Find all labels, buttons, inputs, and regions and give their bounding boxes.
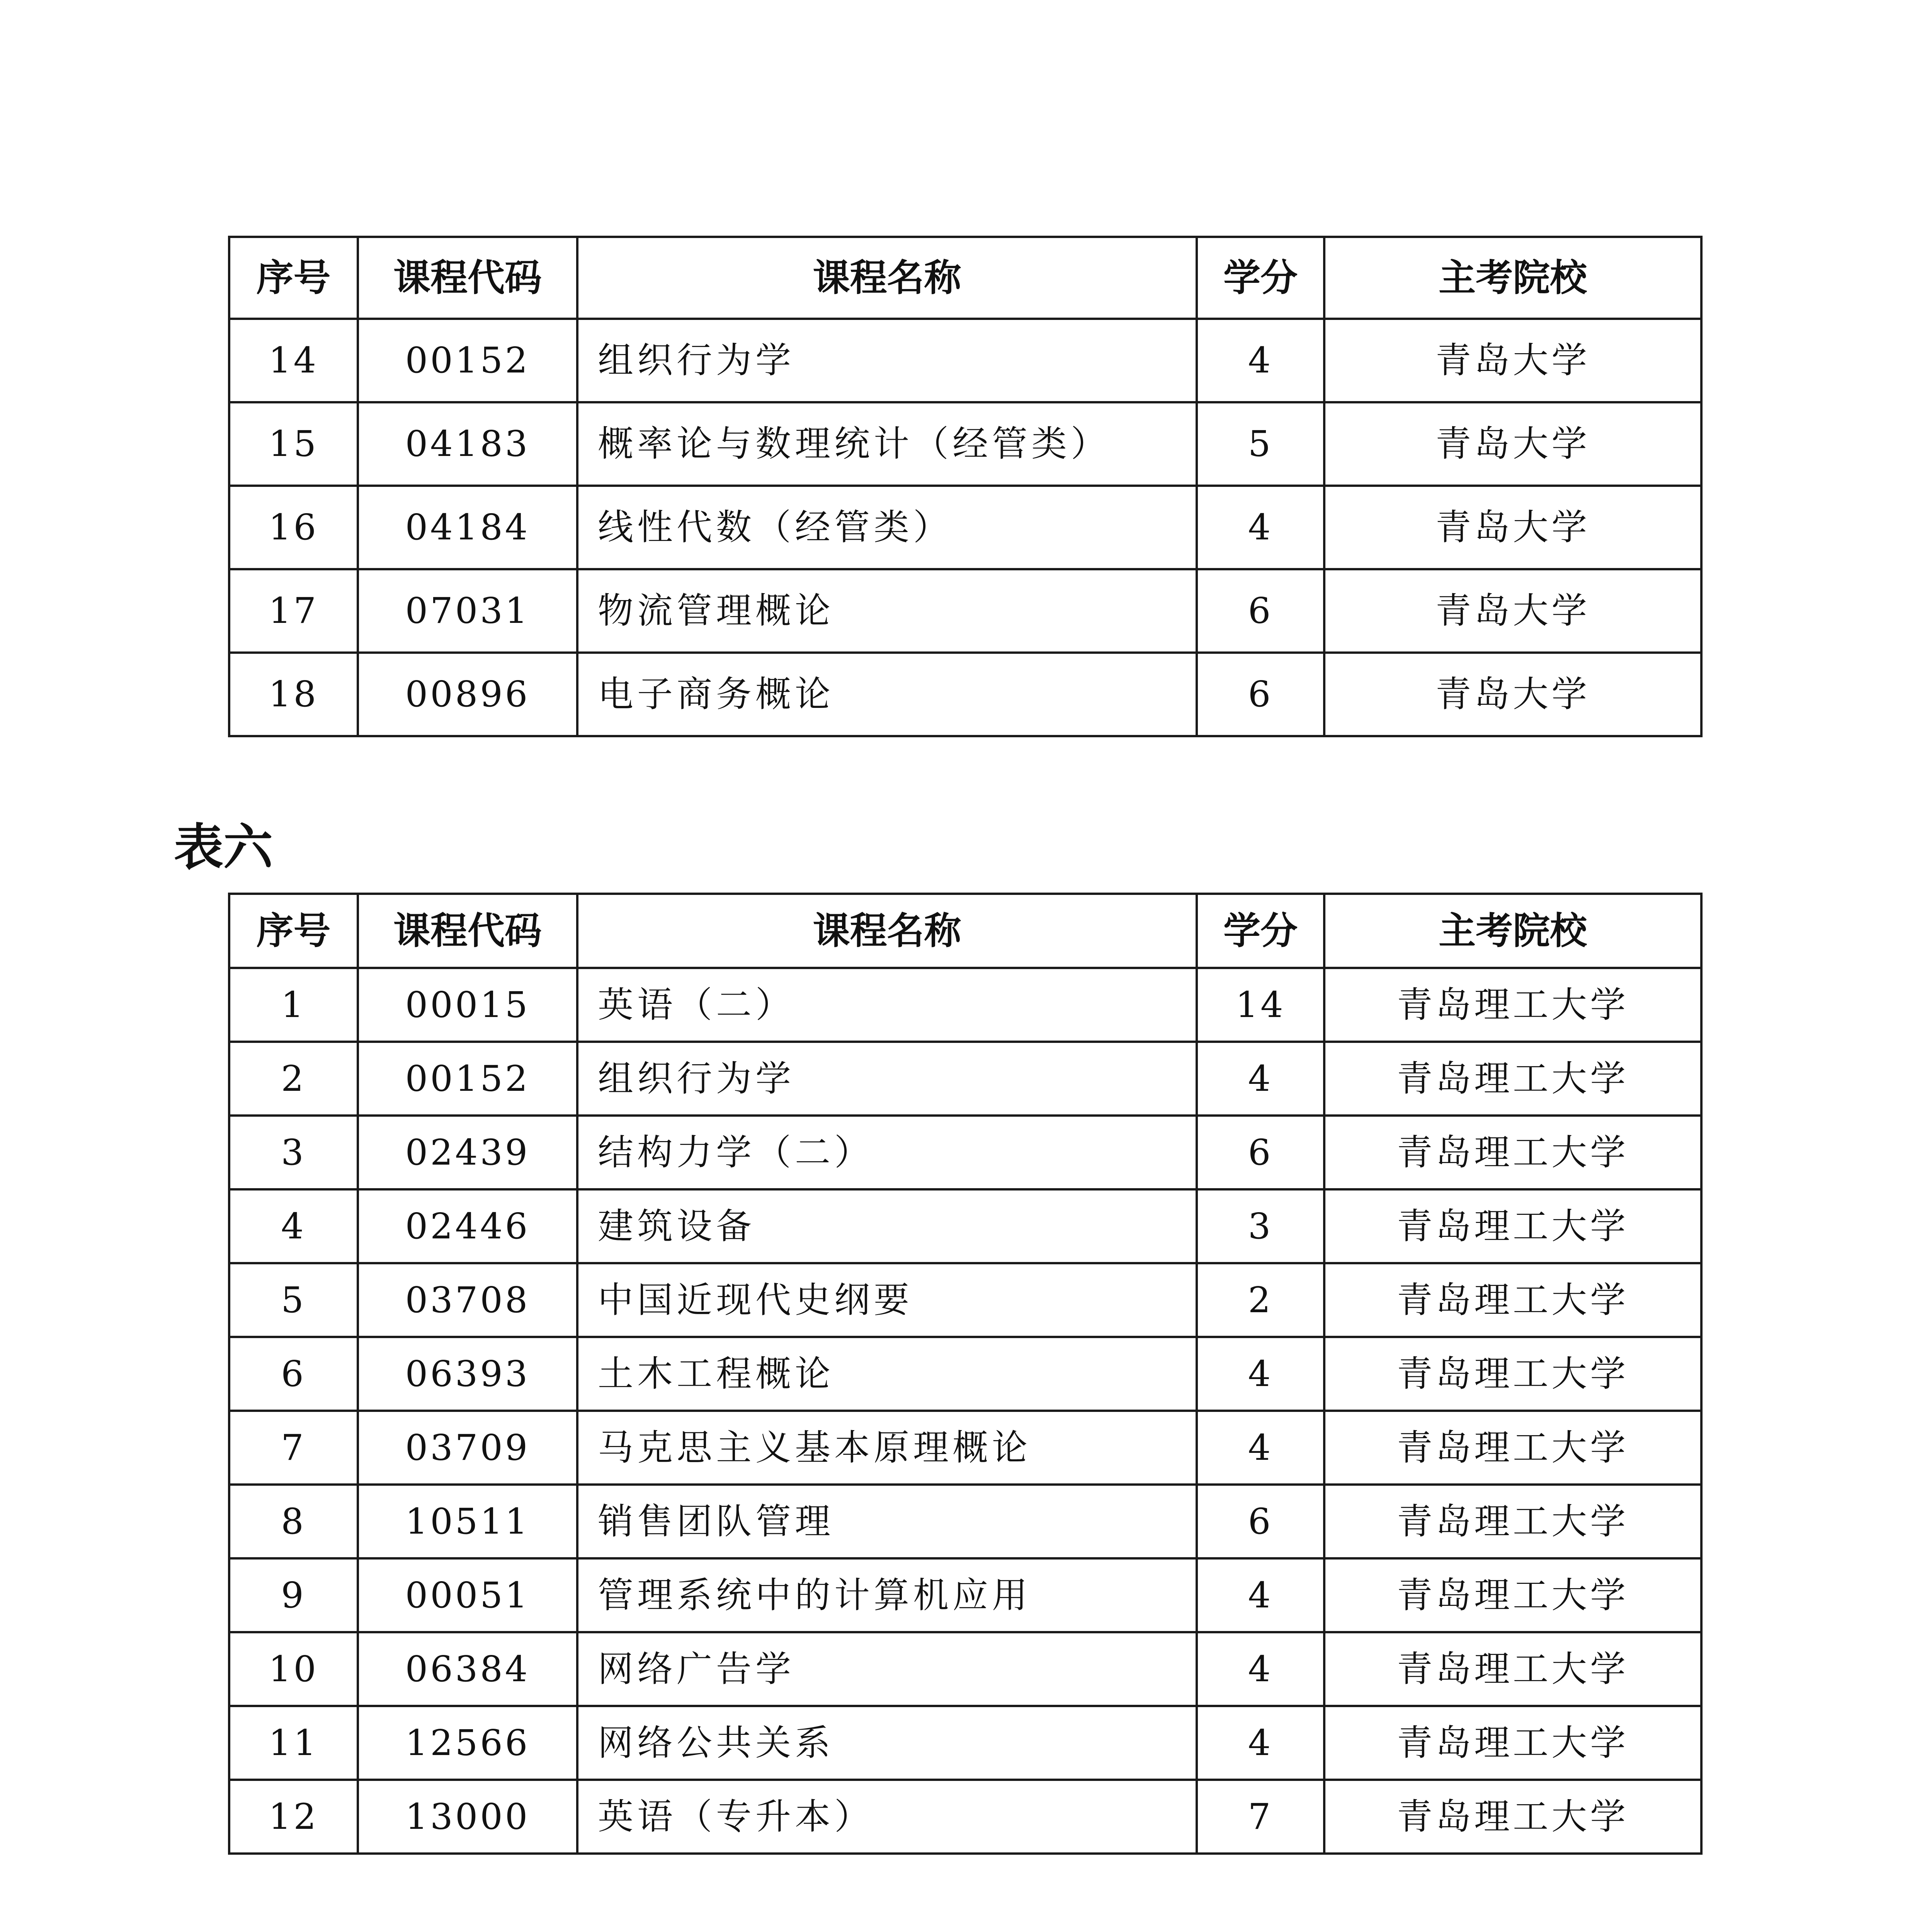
course-table-6 <box>228 893 1703 1855</box>
cell-seq: 9 <box>229 1558 358 1632</box>
table-row <box>229 1558 1701 1632</box>
cell-code: 00896 <box>358 653 577 736</box>
cell-seq: 2 <box>229 1042 358 1116</box>
cell-code: 12566 <box>358 1706 577 1780</box>
header-school: 主考院校 <box>1324 894 1701 968</box>
cell-credit: 7 <box>1197 1780 1324 1854</box>
cell-code: 04184 <box>358 486 577 569</box>
header-credit: 学分 <box>1197 237 1324 319</box>
cell-course-name: 物流管理概论 <box>577 569 1197 653</box>
table-row <box>229 1632 1701 1706</box>
cell-seq: 11 <box>229 1706 358 1780</box>
header-code: 课程代码 <box>358 237 577 319</box>
header-code: 课程代码 <box>358 894 577 968</box>
table-row <box>229 319 1701 402</box>
cell-code: 06393 <box>358 1337 577 1411</box>
cell-code: 02439 <box>358 1116 577 1189</box>
cell-code: 00152 <box>358 1042 577 1116</box>
table-row <box>229 1337 1701 1411</box>
cell-credit: 5 <box>1197 402 1324 486</box>
cell-course-name: 结构力学（二） <box>577 1116 1197 1189</box>
cell-code: 03709 <box>358 1411 577 1485</box>
table-row <box>229 1706 1701 1780</box>
cell-code: 06384 <box>358 1632 577 1706</box>
cell-credit: 4 <box>1197 1411 1324 1485</box>
cell-credit: 6 <box>1197 569 1324 653</box>
cell-credit: 4 <box>1197 486 1324 569</box>
cell-code: 13000 <box>358 1780 577 1854</box>
table-row <box>229 1042 1701 1116</box>
cell-course-name: 建筑设备 <box>577 1189 1197 1263</box>
cell-school: 青岛大学 <box>1324 653 1701 736</box>
cell-seq: 14 <box>229 319 358 402</box>
cell-credit: 2 <box>1197 1263 1324 1337</box>
cell-school: 青岛理工大学 <box>1324 1116 1701 1189</box>
header-credit: 学分 <box>1197 894 1324 968</box>
cell-seq: 18 <box>229 653 358 736</box>
cell-code: 07031 <box>358 569 577 653</box>
table-row <box>229 1780 1701 1854</box>
cell-seq: 4 <box>229 1189 358 1263</box>
cell-credit: 6 <box>1197 1116 1324 1189</box>
table-row <box>229 569 1701 653</box>
cell-seq: 15 <box>229 402 358 486</box>
cell-school: 青岛大学 <box>1324 319 1701 402</box>
table-row <box>229 1485 1701 1558</box>
cell-course-name: 中国近现代史纲要 <box>577 1263 1197 1337</box>
table-row <box>229 1189 1701 1263</box>
cell-school: 青岛理工大学 <box>1324 1632 1701 1706</box>
cell-credit: 4 <box>1197 1632 1324 1706</box>
cell-code: 03708 <box>358 1263 577 1337</box>
cell-code: 10511 <box>358 1485 577 1558</box>
cell-code: 00051 <box>358 1558 577 1632</box>
cell-code: 04183 <box>358 402 577 486</box>
cell-seq: 17 <box>229 569 358 653</box>
cell-seq: 12 <box>229 1780 358 1854</box>
table-6-title: 表六 <box>174 818 273 876</box>
header-seq: 序号 <box>229 894 358 968</box>
cell-credit: 4 <box>1197 1337 1324 1411</box>
cell-code: 02446 <box>358 1189 577 1263</box>
cell-seq: 10 <box>229 1632 358 1706</box>
cell-course-name: 网络公共关系 <box>577 1706 1197 1780</box>
table-row <box>229 1116 1701 1189</box>
cell-seq: 1 <box>229 968 358 1042</box>
cell-course-name: 组织行为学 <box>577 319 1197 402</box>
cell-school: 青岛理工大学 <box>1324 968 1701 1042</box>
cell-seq: 6 <box>229 1337 358 1411</box>
cell-school: 青岛理工大学 <box>1324 1780 1701 1854</box>
cell-school: 青岛理工大学 <box>1324 1042 1701 1116</box>
cell-course-name: 土木工程概论 <box>577 1337 1197 1411</box>
cell-school: 青岛理工大学 <box>1324 1558 1701 1632</box>
cell-school: 青岛大学 <box>1324 486 1701 569</box>
cell-credit: 14 <box>1197 968 1324 1042</box>
cell-course-name: 组织行为学 <box>577 1042 1197 1116</box>
table-header-row <box>229 894 1701 968</box>
cell-credit: 4 <box>1197 319 1324 402</box>
cell-credit: 6 <box>1197 653 1324 736</box>
table-row <box>229 1411 1701 1485</box>
cell-school: 青岛大学 <box>1324 402 1701 486</box>
cell-school: 青岛理工大学 <box>1324 1411 1701 1485</box>
cell-course-name: 管理系统中的计算机应用 <box>577 1558 1197 1632</box>
cell-seq: 16 <box>229 486 358 569</box>
cell-credit: 6 <box>1197 1485 1324 1558</box>
cell-course-name: 马克思主义基本原理概论 <box>577 1411 1197 1485</box>
cell-course-name: 电子商务概论 <box>577 653 1197 736</box>
cell-credit: 4 <box>1197 1558 1324 1632</box>
course-table-5 <box>228 236 1703 737</box>
cell-code: 00152 <box>358 319 577 402</box>
table-row <box>229 968 1701 1042</box>
cell-seq: 5 <box>229 1263 358 1337</box>
cell-school: 青岛理工大学 <box>1324 1485 1701 1558</box>
table-row <box>229 402 1701 486</box>
cell-course-name: 销售团队管理 <box>577 1485 1197 1558</box>
table-header-row <box>229 237 1701 319</box>
cell-credit: 3 <box>1197 1189 1324 1263</box>
header-name: 课程名称 <box>577 894 1197 968</box>
table-row <box>229 486 1701 569</box>
cell-school: 青岛大学 <box>1324 569 1701 653</box>
cell-course-name: 网络广告学 <box>577 1632 1197 1706</box>
header-seq: 序号 <box>229 237 358 319</box>
cell-course-name: 线性代数（经管类） <box>577 486 1197 569</box>
cell-seq: 7 <box>229 1411 358 1485</box>
cell-course-name: 概率论与数理统计（经管类） <box>577 402 1197 486</box>
cell-school: 青岛理工大学 <box>1324 1706 1701 1780</box>
cell-school: 青岛理工大学 <box>1324 1337 1701 1411</box>
cell-credit: 4 <box>1197 1042 1324 1116</box>
cell-credit: 4 <box>1197 1706 1324 1780</box>
cell-course-name: 英语（专升本） <box>577 1780 1197 1854</box>
cell-seq: 3 <box>229 1116 358 1189</box>
header-school: 主考院校 <box>1324 237 1701 319</box>
table-row <box>229 653 1701 736</box>
cell-school: 青岛理工大学 <box>1324 1189 1701 1263</box>
cell-course-name: 英语（二） <box>577 968 1197 1042</box>
header-name: 课程名称 <box>577 237 1197 319</box>
table-row <box>229 1263 1701 1337</box>
cell-seq: 8 <box>229 1485 358 1558</box>
cell-code: 00015 <box>358 968 577 1042</box>
cell-school: 青岛理工大学 <box>1324 1263 1701 1337</box>
